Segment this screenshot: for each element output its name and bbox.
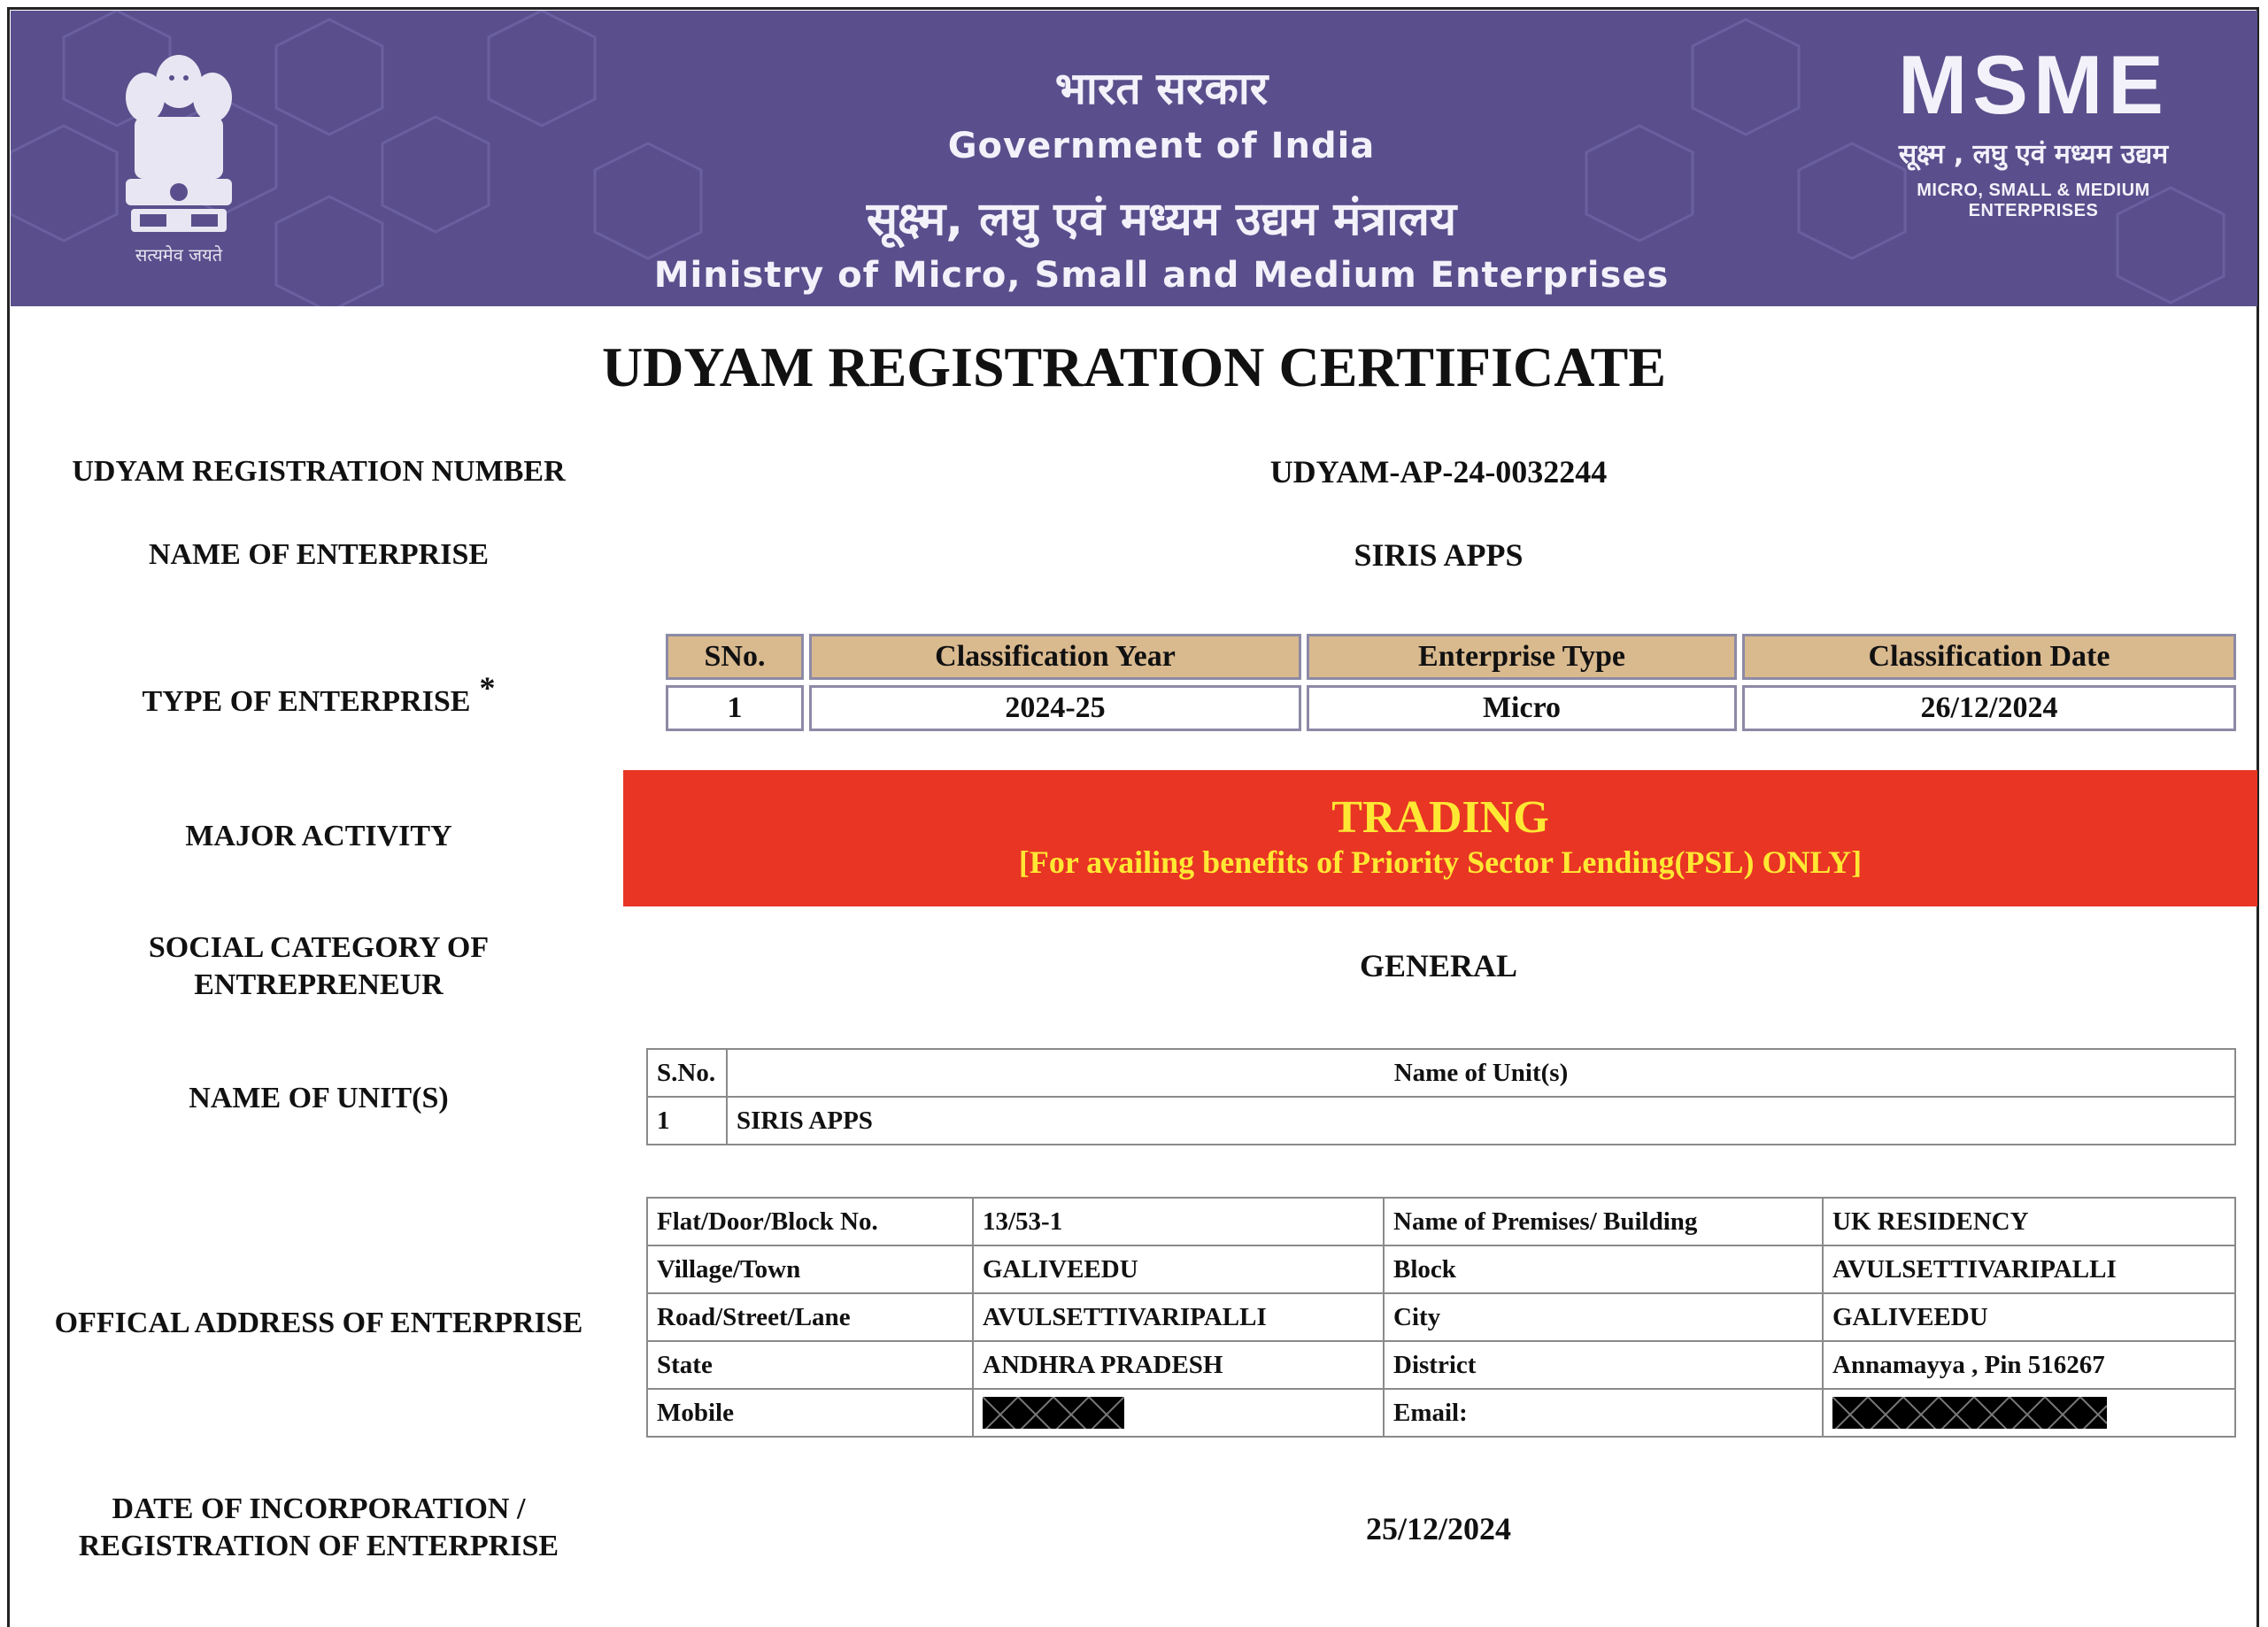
address-mobile-value [973, 1389, 1384, 1437]
address-village-value: GALIVEEDU [973, 1245, 1384, 1293]
major-activity-note: [For availing benefits of Priority Sector Lending(PSL) ONLY] [1018, 844, 1863, 880]
type-cell-sno: 1 [666, 685, 804, 731]
table-row [647, 1245, 2235, 1293]
address-table [646, 1197, 2236, 1438]
address-label: OFFICAL ADDRESS OF ENTERPRISE [54, 1307, 583, 1339]
type-header-classification-date: Classification Date [1742, 634, 2236, 680]
major-activity-value: TRADING [1331, 792, 1549, 843]
address-block-value: AVULSETTIVARIPALLI [1823, 1245, 2235, 1293]
type-cell-enterprise-type: Micro [1307, 685, 1737, 731]
enterprise-type-table [660, 634, 2241, 731]
address-city-value: GALIVEEDU [1823, 1293, 2235, 1341]
table-row [647, 1341, 2235, 1389]
type-header-classification-year: Classification Year [809, 634, 1301, 680]
units-table [646, 1048, 2236, 1145]
incorporation-label-line1: DATE OF INCORPORATION / [112, 1492, 526, 1525]
social-category-label [18, 929, 620, 1004]
address-district-label: District [1384, 1341, 1823, 1389]
header-ministry-hindi: सूक्ष्म, लघु एवं मध्यम उद्यम मंत्रालय [866, 193, 1457, 246]
incorporation-label [18, 1491, 620, 1565]
enterprise-type-label [18, 669, 620, 721]
address-email-label: Email: [1384, 1389, 1823, 1437]
address-flat-label: Flat/Door/Block No. [647, 1198, 973, 1245]
social-category-value: GENERAL [1359, 948, 1518, 983]
address-road-label: Road/Street/Lane [647, 1293, 973, 1341]
address-email-value [1823, 1389, 2235, 1437]
address-state-value: ANDHRA PRADESH [973, 1341, 1384, 1389]
units-header-sno: S.No. [647, 1049, 727, 1097]
units-header-name: Name of Unit(s) [727, 1049, 2235, 1097]
units-cell-sno: 1 [647, 1097, 727, 1145]
registration-number-value: UDYAM-AP-24-0032244 [1269, 454, 1608, 490]
type-header-enterprise-type: Enterprise Type [1307, 634, 1737, 680]
units-cell-name: SIRIS APPS [727, 1097, 2235, 1145]
header-banner [11, 11, 2257, 306]
table-row [647, 1293, 2235, 1341]
address-block-label: Block [1384, 1245, 1823, 1293]
msme-logo [1861, 50, 2206, 120]
type-cell-classification-date: 26/12/2024 [1742, 685, 2236, 731]
mobile-redaction [983, 1397, 1124, 1429]
enterprise-name-label: NAME OF ENTERPRISE [148, 538, 490, 571]
address-road-value: AVULSETTIVARIPALLI [973, 1293, 1384, 1341]
enterprise-type-label-text: TYPE OF ENTERPRISE [142, 685, 471, 718]
address-mobile-label: Mobile [647, 1389, 973, 1437]
msme-logo-hindi: सूक्ष्म , लघु एवं मध्यम उद्यम [1898, 139, 2169, 170]
table-row [647, 1389, 2235, 1437]
email-redaction [1832, 1397, 2107, 1429]
major-activity-banner [623, 770, 2257, 906]
enterprise-name-value: SIRIS APPS [1354, 537, 1524, 573]
msme-logo-english: MICRO, SMALL & MEDIUM ENTERPRISES [1917, 181, 2150, 220]
table-row [666, 685, 2236, 731]
emblem-motto: सत्यमेव जयते [135, 244, 223, 266]
header-hindi-government: भारत सरकार [1054, 63, 1269, 114]
address-city-label: City [1384, 1293, 1823, 1341]
address-premises-label: Name of Premises/ Building [1384, 1198, 1823, 1245]
header-ministry-english: Ministry of Micro, Small and Medium Enterprises [653, 255, 1670, 296]
incorporation-label-line2: REGISTRATION OF ENTERPRISE [78, 1530, 559, 1562]
header-government-of-india: Government of India [947, 126, 1376, 166]
national-emblem-icon [108, 46, 250, 267]
major-activity-label: MAJOR ACTIVITY [185, 820, 452, 852]
incorporation-date-value: 25/12/2024 [1365, 1511, 1511, 1546]
msme-logo-text: MSME [1898, 50, 2169, 120]
enterprise-type-marker: * [479, 670, 496, 706]
social-category-label-line2: ENTREPRENEUR [194, 968, 444, 1001]
address-district-value: Annamayya , Pin 516267 [1823, 1341, 2235, 1389]
certificate-title: UDYAM REGISTRATION CERTIFICATE [601, 335, 1667, 398]
address-state-label: State [647, 1341, 973, 1389]
address-village-label: Village/Town [647, 1245, 973, 1293]
registration-number-label: UDYAM REGISTRATION NUMBER [72, 455, 566, 488]
units-label: NAME OF UNIT(S) [189, 1082, 449, 1114]
table-row [647, 1198, 2235, 1245]
address-flat-value: 13/53-1 [973, 1198, 1384, 1245]
address-premises-value: UK RESIDENCY [1823, 1198, 2235, 1245]
social-category-label-line1: SOCIAL CATEGORY OF [148, 931, 490, 964]
table-row [647, 1097, 2235, 1145]
type-cell-classification-year: 2024-25 [809, 685, 1301, 731]
type-header-sno: SNo. [666, 634, 804, 680]
